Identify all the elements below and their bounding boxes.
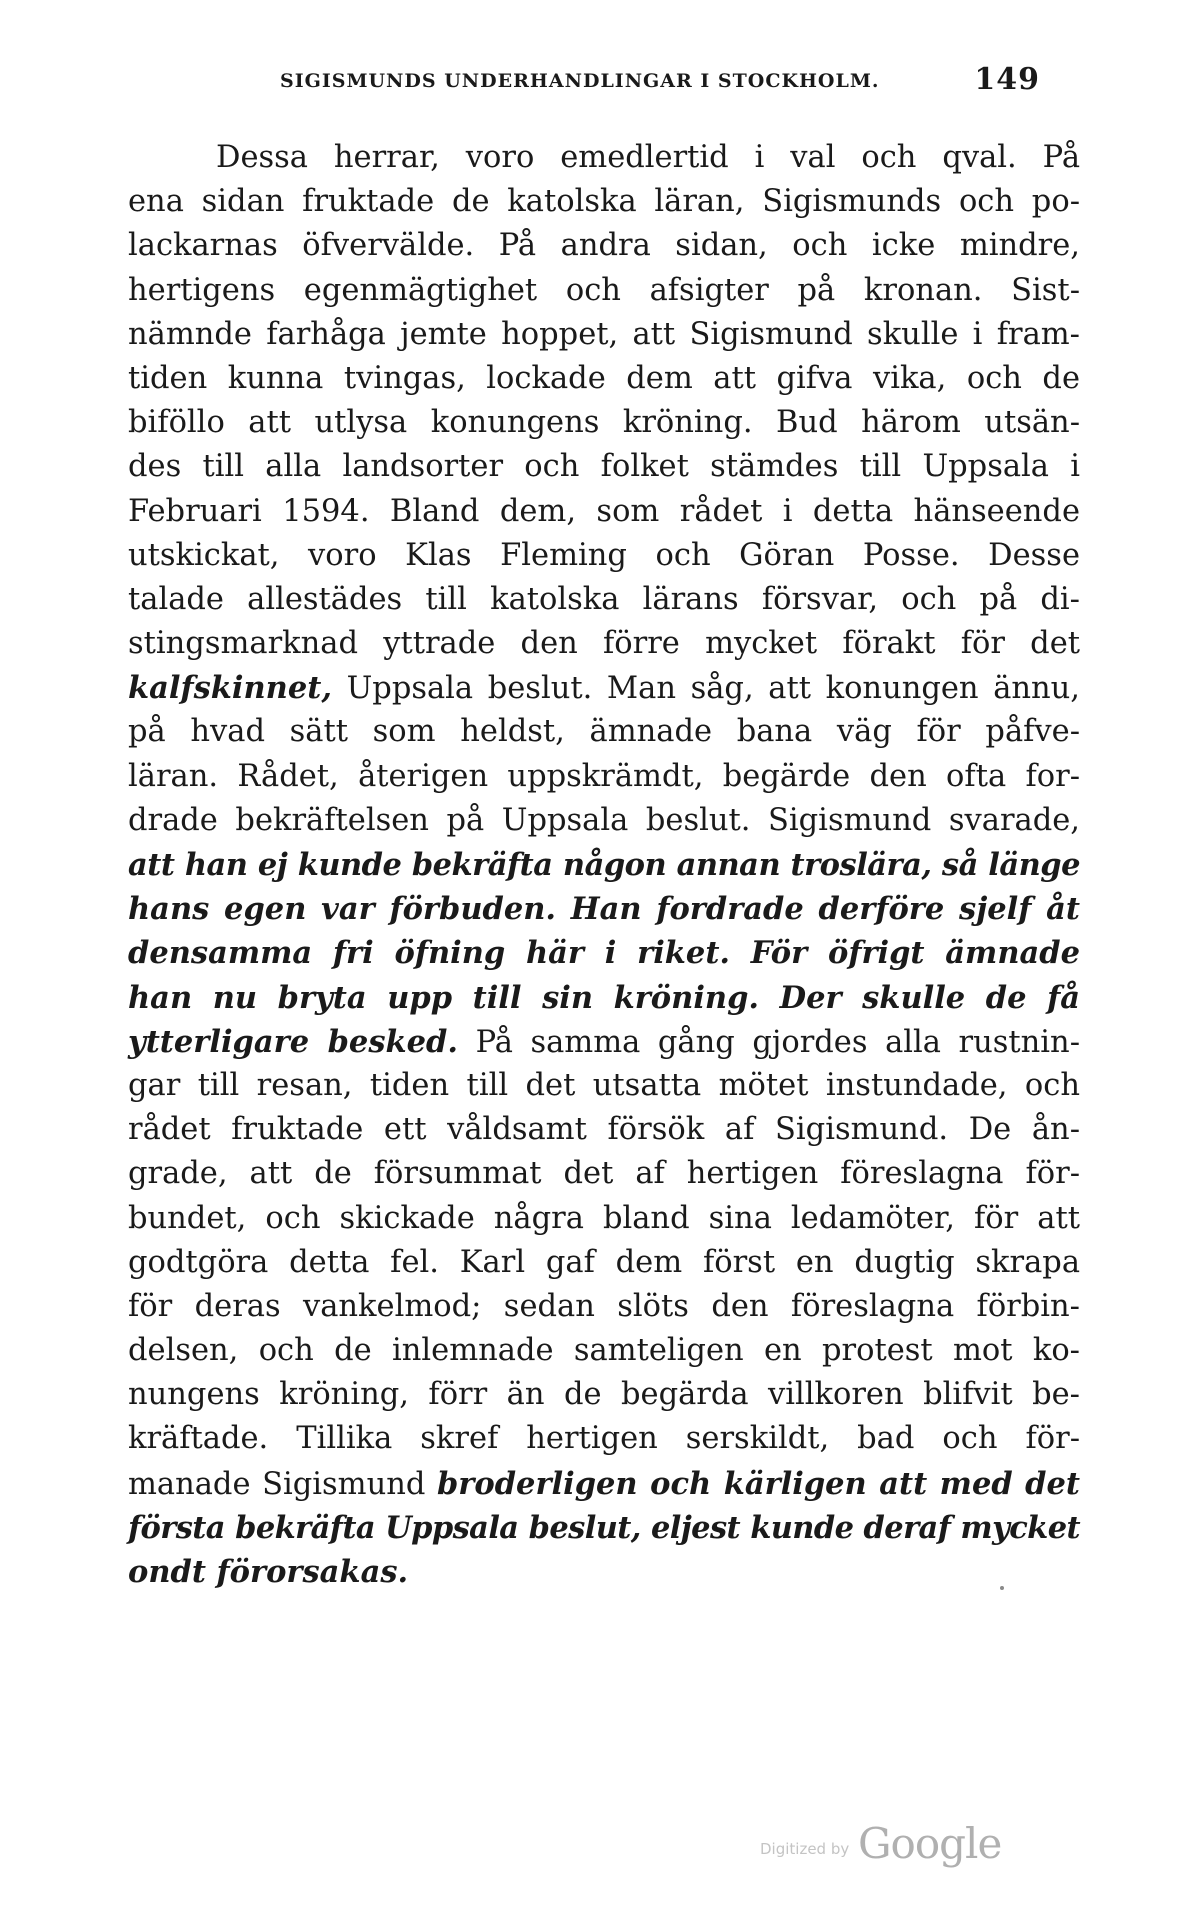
roman-run: Februari 1594. Bland dem, som rådet i detta hänseende (128, 493, 1080, 529)
text-line (128, 931, 1080, 975)
roman-run: lackarnas öfvervälde. På andra sidan, och icke mindre, (128, 228, 1080, 264)
roman-run: Uppsala beslut. Man såg, att konungen ännu, (331, 671, 1080, 707)
text-line (128, 401, 1080, 445)
roman-run: delsen, och de inlemnade samteligen en protest mot ko- (128, 1333, 1080, 1369)
text-line (128, 1241, 1080, 1285)
text-line (128, 887, 1080, 931)
italic-run: broderligen och kärligen att med det (436, 1465, 1080, 1502)
text-line (128, 1329, 1080, 1373)
text-line (128, 622, 1080, 666)
text-line (128, 490, 1080, 534)
text-line (128, 1197, 1080, 1241)
roman-run: tiden kunna tvingas, lockade dem att gifva vika, och de (128, 360, 1080, 396)
roman-run: på hvad sätt som heldst, ämnade bana väg för påfve- (128, 714, 1080, 750)
running-head (280, 62, 1040, 102)
text-line (128, 1285, 1080, 1329)
text-line (128, 180, 1080, 224)
roman-run: Dessa herrar, voro emedlertid i val och qval. På (216, 140, 1080, 175)
text-line (128, 136, 1080, 180)
italic-run: han nu bryta upp till sin kröning. Der skulle de få (128, 979, 1080, 1016)
text-line (128, 1064, 1080, 1108)
italic-run: ytterligare besked. (128, 1023, 458, 1060)
running-title: SIGISMUNDS UNDERHANDLINGAR I STOCKHOLM. (280, 70, 880, 92)
italic-run: hans egen var förbuden. Han fordrade derföre sjelf åt (128, 891, 1080, 928)
roman-run: des till alla landsorter och folket stämdes till Uppsala i (128, 449, 1080, 485)
text-line (128, 1550, 1080, 1594)
italic-run: ondt förorsakas. (128, 1554, 409, 1590)
roman-run: bundet, och skickade några bland sina ledamöter, för att (128, 1200, 1080, 1236)
text-line (128, 1417, 1080, 1461)
text-line (128, 666, 1080, 710)
roman-run: kräftade. Tillika skref hertigen serskildt, bad och för- (128, 1421, 1080, 1457)
text-line (128, 578, 1080, 622)
roman-run: rådet fruktade ett våldsamt försök af Sigismund. De ån- (128, 1112, 1080, 1148)
text-line (128, 1152, 1080, 1196)
italic-run: kalfskinnet, (128, 670, 332, 707)
digitized-by-label: Digitized by (760, 1840, 850, 1858)
text-line (128, 976, 1080, 1020)
text-line (128, 799, 1080, 843)
text-line (128, 710, 1080, 754)
text-line (128, 534, 1080, 578)
roman-run: stingsmarknad yttrade den förre mycket förakt för det (128, 626, 1080, 662)
roman-run: ena sidan fruktade de katolska läran, Sigismunds och po- (128, 184, 1080, 220)
roman-run: hertigens egenmägtighet och afsigter på kronan. Sist- (128, 272, 1080, 308)
stray-ink-dot (1000, 1586, 1004, 1590)
roman-run: På samma gång gjordes alla rustnin- (458, 1024, 1080, 1060)
italic-run: att han ej kunde bekräfta någon annan troslära, så länge (128, 847, 1080, 883)
italic-run: densamma fri öfning här i riket. För öfrigt ämnade (128, 935, 1080, 972)
roman-run: talade allestädes till katolska lärans försvar, och på di- (128, 581, 1080, 617)
text-line (128, 1506, 1080, 1550)
text-line (128, 357, 1080, 401)
italic-run: första bekräfta Uppsala beslut, eljest kunde deraf mycket (128, 1509, 1080, 1546)
text-line (128, 1462, 1080, 1506)
text-line (128, 313, 1080, 357)
roman-run: för deras vankelmod; sedan slöts den föreslagna förbin- (128, 1288, 1080, 1324)
roman-run: nungens kröning, förr än de begärda villkoren blifvit be- (128, 1377, 1080, 1413)
digitization-watermark (760, 1808, 1020, 1868)
roman-run: läran. Rådet, återigen uppskrämdt, begärde den ofta for- (128, 758, 1080, 794)
text-line (128, 269, 1080, 313)
text-line (128, 1020, 1080, 1064)
text-line (128, 1108, 1080, 1152)
google-logo: Google (858, 1819, 1002, 1868)
roman-run: godtgöra detta fel. Karl gaf dem först en dugtig skrapa (128, 1244, 1080, 1280)
roman-run: manade Sigismund (128, 1466, 437, 1502)
text-line (128, 224, 1080, 268)
text-line (128, 445, 1080, 489)
text-line (128, 843, 1080, 887)
page-number: 149 (974, 62, 1040, 97)
roman-run: nämnde farhåga jemte hoppet, att Sigismund skulle i fram- (128, 316, 1080, 352)
roman-run: drade bekräftelsen på Uppsala beslut. Sigismund svarade, (128, 802, 1080, 838)
text-line (128, 755, 1080, 799)
text-line (128, 1373, 1080, 1417)
body-text (128, 136, 1080, 1594)
roman-run: gar till resan, tiden till det utsatta mötet instundade, och (128, 1067, 1080, 1103)
roman-run: utskickat, voro Klas Fleming och Göran Posse. Desse (128, 537, 1080, 573)
roman-run: grade, att de försummat det af hertigen föreslagna för- (128, 1156, 1080, 1192)
roman-run: biföllo att utlysa konungens kröning. Bud härom utsän- (128, 405, 1080, 441)
